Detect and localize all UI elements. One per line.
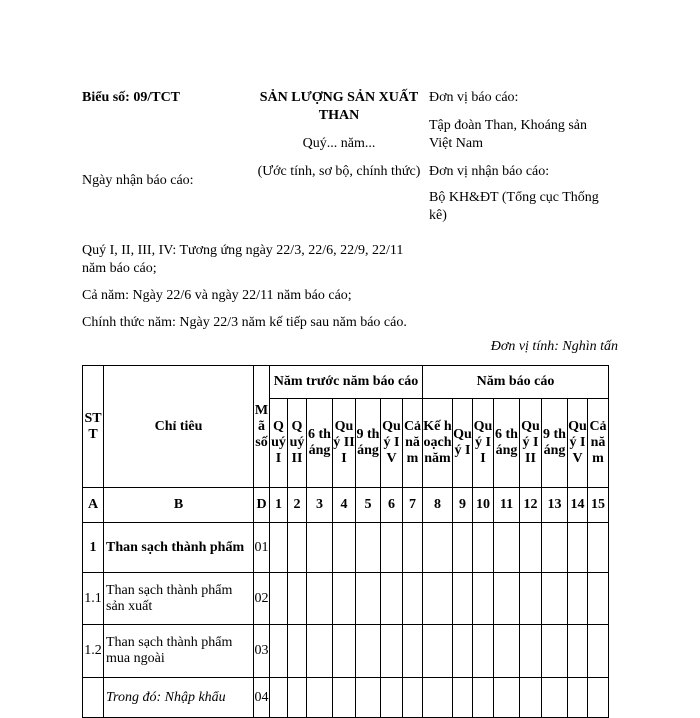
- coal-production-table: [82, 365, 609, 718]
- report-q4: Quý IV: [568, 399, 588, 488]
- value-cell: [568, 573, 588, 625]
- report-9-months: 9 tháng: [542, 399, 568, 488]
- value-cell: [453, 523, 473, 573]
- col-index: 6: [381, 488, 403, 523]
- value-cell: [356, 573, 381, 625]
- header-indicator: Chỉ tiêu: [104, 366, 254, 488]
- receiving-unit-line2: kê): [429, 208, 447, 223]
- value-cell: [542, 523, 568, 573]
- value-cell: [403, 573, 423, 625]
- value-cell: [473, 523, 494, 573]
- value-cell: [588, 523, 609, 573]
- value-cell: [520, 625, 542, 678]
- note-quarter-line2: năm báo cáo;: [82, 261, 157, 276]
- value-cell: [588, 625, 609, 678]
- value-cell: [542, 625, 568, 678]
- row-stt: 1: [83, 523, 104, 573]
- col-index: 9: [453, 488, 473, 523]
- value-cell: [453, 573, 473, 625]
- value-cell: [270, 678, 288, 718]
- row-code: 04: [254, 678, 270, 718]
- col-index: 13: [542, 488, 568, 523]
- value-cell: [588, 678, 609, 718]
- form-code: Biểu số: 09/TCT: [82, 90, 181, 105]
- value-cell: [520, 678, 542, 718]
- value-cell: [381, 625, 403, 678]
- value-cell: [520, 573, 542, 625]
- row-indicator: Than sạch thành phẩm sản xuất: [104, 573, 254, 625]
- value-cell: [381, 573, 403, 625]
- value-cell: [356, 678, 381, 718]
- row-stt: 1.1: [83, 573, 104, 625]
- column-index-row: [83, 488, 609, 523]
- value-cell: [307, 523, 333, 573]
- header-stt: STT: [83, 366, 104, 488]
- prev-q3: Quý III: [333, 399, 356, 488]
- value-cell: [542, 678, 568, 718]
- value-cell: [494, 523, 520, 573]
- col-index: 11: [494, 488, 520, 523]
- prev-q2: Quý II: [288, 399, 307, 488]
- report-full-year: Cả năm: [588, 399, 609, 488]
- value-cell: [270, 573, 288, 625]
- prev-q4: Quý IV: [381, 399, 403, 488]
- row-code: 01: [254, 523, 270, 573]
- note-quarter-line1: Quý I, II, III, IV: Tương ứng ngày 22/3, 22/6, 22/9, 22/11: [82, 243, 404, 258]
- value-cell: [403, 625, 423, 678]
- value-cell: [381, 678, 403, 718]
- value-cell: [270, 523, 288, 573]
- value-cell: [520, 523, 542, 573]
- note-official: Chính thức năm: Ngày 22/3 năm kế tiếp sau năm báo cáo.: [82, 315, 407, 330]
- receiving-unit-line1: Bộ KH&ĐT (Tổng cục Thống: [429, 190, 599, 205]
- receiving-unit-label: Đơn vị nhận báo cáo:: [429, 164, 550, 179]
- value-cell: [453, 625, 473, 678]
- table-row: [83, 678, 609, 718]
- report-title-line1: SẢN LƯỢNG SẢN XUẤT: [259, 90, 419, 105]
- report-q3: Quý III: [520, 399, 542, 488]
- row-code: 02: [254, 573, 270, 625]
- value-cell: [288, 573, 307, 625]
- value-cell: [307, 573, 333, 625]
- col-index: 12: [520, 488, 542, 523]
- note-year: Cả năm: Ngày 22/6 và ngày 22/11 năm báo cáo;: [82, 288, 352, 303]
- col-index: B: [104, 488, 254, 523]
- value-cell: [494, 573, 520, 625]
- row-indicator: Than sạch thành phẩm: [104, 523, 254, 573]
- value-cell: [333, 678, 356, 718]
- report-title-line2: THAN: [318, 108, 360, 123]
- value-cell: [542, 573, 568, 625]
- value-cell: [270, 625, 288, 678]
- value-cell: [423, 573, 453, 625]
- value-cell: [473, 573, 494, 625]
- prev-full-year: Cả năm: [403, 399, 423, 488]
- value-cell: [453, 678, 473, 718]
- prev-q1: Quý I: [270, 399, 288, 488]
- value-cell: [568, 523, 588, 573]
- value-cell: [568, 678, 588, 718]
- col-index: 2: [288, 488, 307, 523]
- value-cell: [381, 523, 403, 573]
- col-index: D: [254, 488, 270, 523]
- header-report-year: Năm báo cáo: [423, 366, 609, 399]
- header-row-groups: [83, 366, 609, 399]
- reporting-unit-label: Đơn vị báo cáo:: [429, 90, 519, 105]
- value-cell: [403, 678, 423, 718]
- value-cell: [333, 625, 356, 678]
- table-row: [83, 625, 609, 678]
- value-cell: [356, 523, 381, 573]
- value-cell: [307, 625, 333, 678]
- value-cell: [288, 523, 307, 573]
- prev-6-months: 6 tháng: [307, 399, 333, 488]
- value-cell: [473, 678, 494, 718]
- reporting-unit-line1: Tập đoàn Than, Khoáng sản: [429, 118, 587, 133]
- col-index: 14: [568, 488, 588, 523]
- value-cell: [588, 573, 609, 625]
- value-cell: [356, 625, 381, 678]
- row-stt: 1.2: [83, 625, 104, 678]
- report-period: Quý... năm...: [302, 136, 376, 151]
- report-plan: Kế hoạch năm: [423, 399, 453, 488]
- value-cell: [423, 678, 453, 718]
- reporting-unit-line2: Việt Nam: [429, 136, 483, 151]
- value-cell: [333, 523, 356, 573]
- col-index: 7: [403, 488, 423, 523]
- col-index: A: [83, 488, 104, 523]
- col-index: 5: [356, 488, 381, 523]
- value-cell: [288, 678, 307, 718]
- col-index: 10: [473, 488, 494, 523]
- report-q2: Quý II: [473, 399, 494, 488]
- row-code: 03: [254, 625, 270, 678]
- value-cell: [333, 573, 356, 625]
- value-cell: [473, 625, 494, 678]
- value-cell: [423, 523, 453, 573]
- report-6-months: 6 tháng: [494, 399, 520, 488]
- header-prev-year: Năm trước năm báo cáo: [270, 366, 423, 399]
- prev-9-months: 9 tháng: [356, 399, 381, 488]
- col-index: 4: [333, 488, 356, 523]
- col-index: 15: [588, 488, 609, 523]
- header-code: Mã số: [254, 366, 270, 488]
- col-index: 8: [423, 488, 453, 523]
- row-indicator: Than sạch thành phẩm mua ngoài: [104, 625, 254, 678]
- row-indicator: Trong đó: Nhập khẩu: [104, 678, 254, 718]
- value-cell: [494, 678, 520, 718]
- row-stt: [83, 678, 104, 718]
- value-cell: [403, 523, 423, 573]
- col-index: 1: [270, 488, 288, 523]
- value-cell: [494, 625, 520, 678]
- report-estimate-type: (Ước tính, sơ bộ, chính thức): [257, 164, 421, 179]
- receive-date-label: Ngày nhận báo cáo:: [82, 173, 194, 188]
- table-row: [83, 523, 609, 573]
- value-cell: [423, 625, 453, 678]
- report-q1: Quý I: [453, 399, 473, 488]
- value-cell: [307, 678, 333, 718]
- col-index: 3: [307, 488, 333, 523]
- value-cell: [288, 625, 307, 678]
- value-cell: [568, 625, 588, 678]
- unit-label: Đơn vị tính: Nghìn tấn: [490, 339, 618, 354]
- table-row: [83, 573, 609, 625]
